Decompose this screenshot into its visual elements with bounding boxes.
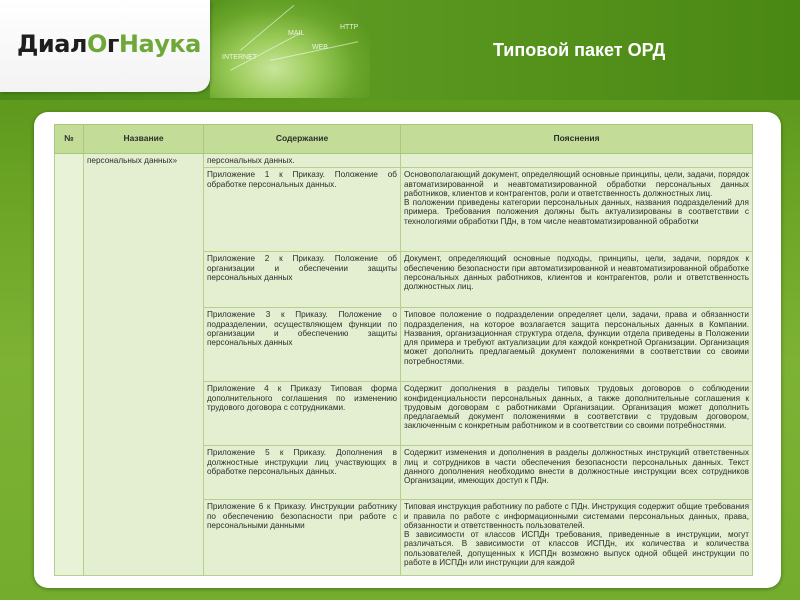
slide-title: Типовой пакет ОРД [493,40,666,60]
explanation-cell [401,154,753,168]
explanation-paragraph: В зависимости от классов ИСПДн требования, приведенные в инструкции, могут различаться. В зависимости от классов ИСПДн, их количества и количества пользователей, допущенных к ИСПДн возможно выпуск одной общей инструкции по работе в ИСПДн или инструкции для каждой [404,530,749,568]
network-line [240,5,294,51]
ord-table [54,124,753,576]
logo-text: Диал [17,30,87,58]
column-header-explanation: Пояснения [401,125,753,154]
explanation-cell [401,168,753,252]
content-cell: Приложение 5 к Приказу. Дополнения в должностные инструкции лиц участвующих в обработке персональных данных. [204,446,401,500]
column-header-name: Название [84,125,204,154]
explanation-paragraph: Типовое положение о подразделении определяет цели, задачи, права и обязанности подразделения, на которое возлагается защита персональных данных в Компании. Названия, организационная структура отдела, функции отдела приведены в Положении для примера и требуют актуализации для каждой конкретной Организации. Организация может дополнить предлагаемый документ положениями в соответствии со своими потребностями. [404,310,749,366]
explanation-cell [401,382,753,446]
table-header-row [55,125,753,154]
content-cell: Приложение 2 к Приказу. Положение об организации и обеспечении защиты персональных данных [204,252,401,308]
content-cell: Приложение 6 к Приказу. Инструкции работнику по обеспечению безопасности при работе с персональными данными [204,500,401,576]
logo-text: г [106,30,119,58]
logo-panel [0,0,210,92]
explanation-cell [401,252,753,308]
globe-word: INTERNET [222,54,257,61]
content-cell: персональных данных. [204,154,401,168]
explanation-cell [401,500,753,576]
company-logo [17,30,201,58]
content-cell: Приложение 1 к Приказу. Положение об обработке персональных данных. [204,168,401,252]
logo-text: Наука [118,30,201,58]
network-line [230,32,301,70]
globe-graphic [210,0,370,98]
explanation-paragraph: Содержит изменения и дополнения в разделы должностных инструкций ответственных лиц и сотрудников в части обеспечения безопасности персональных данных. Текст данного дополнения необходимо внести в должностные инструкции всех сотрудников Организации, имеющих доступ к ПДн. [404,448,749,486]
globe-word: MAIL [288,30,305,37]
explanation-cell [401,308,753,382]
explanation-paragraph: Типовая инструкция работнику по работе с ПДн. Инструкция содержит общие требования и правила по работе с информационными системами персональных данных, права, обязанности и ответственность пользователей. [404,502,749,530]
globe-word: HTTP [340,24,359,31]
explanation-paragraph: Содержит дополнения в разделы типовых трудовых договоров о соблюдении конфиденциальности персональных данных, а также дополнительные соглашения к трудовым договорам с работниками Организации. Организация может дополнить предлагаемый документ положениями в соответствии с трудовым договором, заключенным с конкретным работником и в соответствии со своими потребностями. [404,384,749,431]
table-row [55,154,753,168]
explanation-paragraph: Документ, определяющий основные подходы, принципы, цели, задачи, порядок к обеспечению безопасности при автоматизированной и неавтоматизированной обработке персональных данных работников, клиентов и контрагентов, роли и ответственность должностных лиц. [404,254,749,292]
logo-text: О [86,30,107,58]
globe-word: WEB [312,44,328,51]
content-cell: Приложение 3 к Приказу. Положение о подразделении, осуществляющем функции по организации и обеспечению защиты персональных данных [204,308,401,382]
column-header-number: № [55,125,84,154]
number-cell [55,154,84,576]
content-cell: Приложение 4 к Приказу Типовая форма дополнительного соглашения по изменению трудового договора с сотрудниками. [204,382,401,446]
explanation-paragraph: В положении приведены категории персональных данных, названия подразделений для примера. Требования положения должны быть актуализированы в соответствии с технологиями обработки ПДн, в том числе неавтоматизированной обработки [404,198,749,226]
explanation-paragraph: Основополагающий документ, определяющий основные принципы, цели, задачи, порядок автоматизированной и неавтоматизированной обработки персональных данных работников, клиентов и контрагентов, роли и ответственность должностных лиц. [404,170,749,198]
explanation-cell [401,446,753,500]
column-header-content: Содержание [204,125,401,154]
name-cell: персональных данных» [84,154,204,576]
